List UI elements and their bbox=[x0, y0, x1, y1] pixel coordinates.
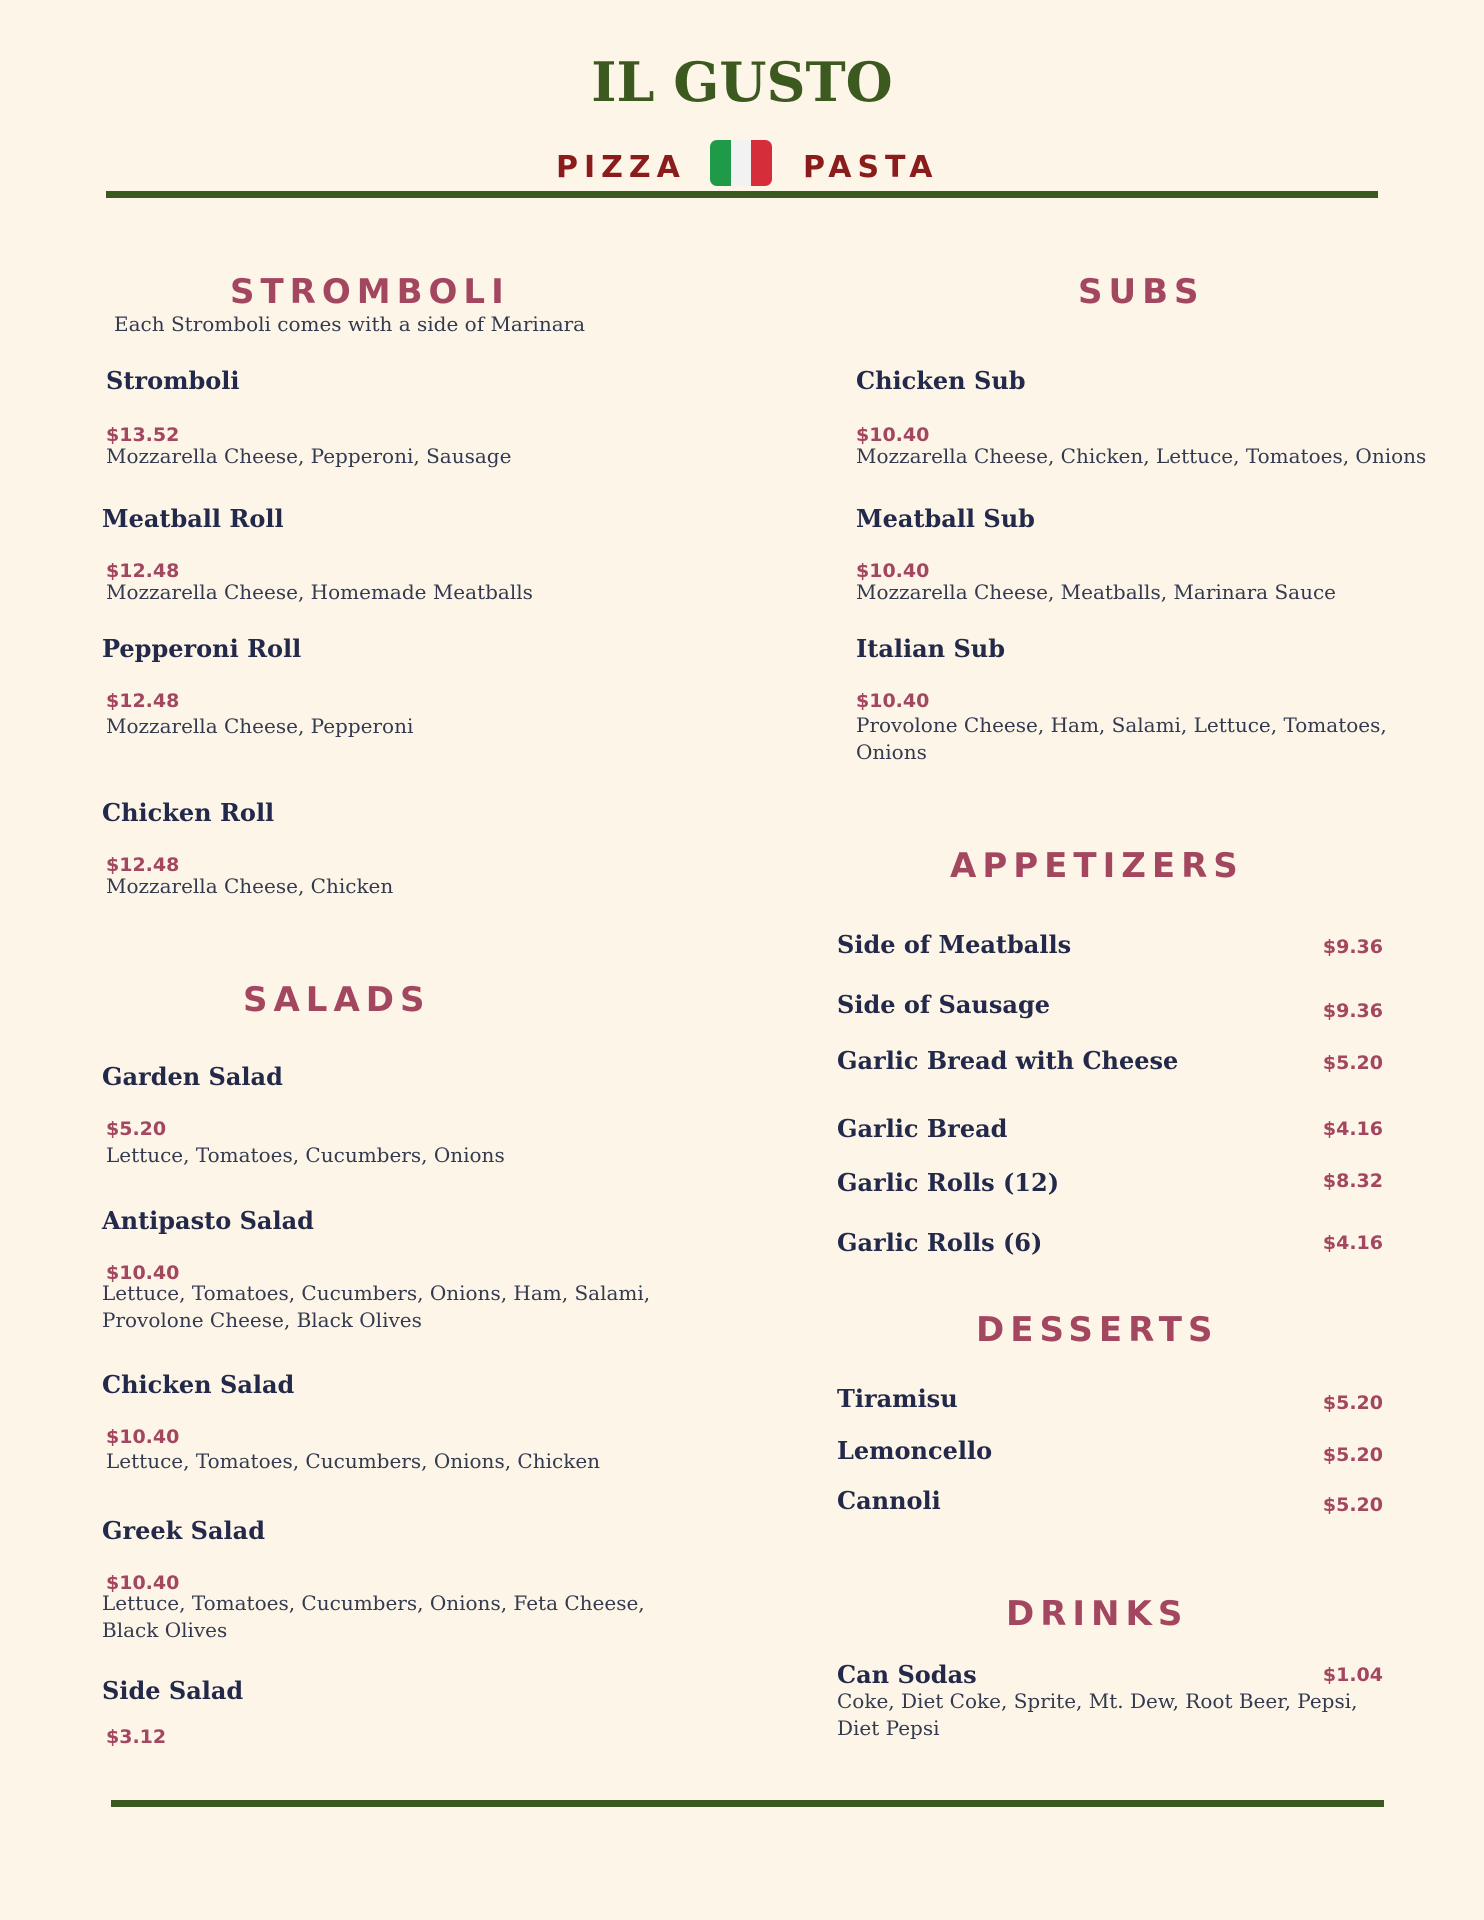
italian-flag-icon bbox=[710, 140, 772, 186]
item-price: $10.40 bbox=[106, 1262, 180, 1284]
item-description: Mozzarella Cheese, Pepperoni, Sausage bbox=[106, 444, 512, 468]
item-description: Lettuce, Tomatoes, Cucumbers, Onions bbox=[106, 1143, 505, 1167]
item-description: Lettuce, Tomatoes, Cucumbers, Onions, Chicken bbox=[106, 1449, 601, 1473]
item-price: $12.48 bbox=[106, 560, 180, 582]
section-title-subs: SUBS bbox=[1078, 272, 1205, 312]
item-name: Chicken Roll bbox=[102, 798, 275, 827]
item-name: Pepperoni Roll bbox=[102, 634, 302, 663]
item-price: $10.40 bbox=[856, 690, 930, 712]
item-description: Provolone Cheese, Ham, Salami, Lettuce, Tomatoes, Onions bbox=[856, 713, 1387, 764]
item-price: $4.16 bbox=[1322, 1232, 1383, 1254]
item-name: Side Salad bbox=[102, 1676, 244, 1705]
item-description: Lettuce, Tomatoes, Cucumbers, Onions, Feta Cheese, Black Olives bbox=[102, 1591, 645, 1642]
item-name: Meatball Sub bbox=[856, 504, 1035, 533]
item-price: $13.52 bbox=[106, 424, 180, 446]
item-price: $10.40 bbox=[856, 560, 930, 582]
item-name: Greek Salad bbox=[102, 1516, 265, 1545]
top-divider bbox=[106, 191, 1378, 198]
stromboli-note: Each Stromboli comes with a side of Marinara bbox=[114, 312, 586, 336]
restaurant-title: IL GUSTO bbox=[591, 50, 893, 114]
item-price: $10.40 bbox=[106, 1572, 180, 1594]
item-name: Garlic Bread with Cheese bbox=[837, 1046, 1179, 1075]
item-name: Lemoncello bbox=[837, 1436, 993, 1465]
item-name: Garlic Rolls (6) bbox=[837, 1228, 1043, 1257]
item-name: Side of Sausage bbox=[837, 990, 1050, 1019]
item-price: $9.36 bbox=[1322, 936, 1383, 958]
item-description: Mozzarella Cheese, Homemade Meatballs bbox=[106, 580, 533, 604]
item-price: $5.20 bbox=[1322, 1444, 1383, 1466]
section-title-drinks: DRINKS bbox=[1006, 1594, 1189, 1634]
item-name: Italian Sub bbox=[856, 634, 1006, 663]
item-name: Tiramisu bbox=[837, 1384, 958, 1413]
item-name: Cannoli bbox=[837, 1486, 941, 1515]
item-price: $12.48 bbox=[106, 690, 180, 712]
item-name: Meatball Roll bbox=[102, 504, 284, 533]
item-name: Garlic Bread bbox=[837, 1114, 1008, 1143]
item-price: $5.20 bbox=[1322, 1392, 1383, 1414]
item-description: Mozzarella Cheese, Chicken bbox=[106, 874, 394, 898]
item-name: Garlic Rolls (12) bbox=[837, 1168, 1060, 1197]
item-price: $10.40 bbox=[856, 424, 930, 446]
item-price: $1.04 bbox=[1322, 1664, 1383, 1686]
pizza-label: PIZZA bbox=[556, 150, 686, 185]
item-price: $3.12 bbox=[106, 1726, 167, 1748]
section-title-desserts: DESSERTS bbox=[976, 1310, 1219, 1350]
item-name: Can Sodas bbox=[837, 1660, 977, 1689]
item-name: Side of Meatballs bbox=[837, 930, 1072, 959]
item-description: Mozzarella Cheese, Chicken, Lettuce, Tomatoes, Onions bbox=[856, 444, 1427, 468]
item-price: $8.32 bbox=[1322, 1170, 1383, 1192]
item-price: $9.36 bbox=[1322, 1000, 1383, 1022]
item-description: Mozzarella Cheese, Meatballs, Marinara Sauce bbox=[856, 580, 1336, 604]
item-name: Chicken Sub bbox=[856, 366, 1026, 395]
item-price: $5.20 bbox=[106, 1118, 167, 1140]
item-price: $10.40 bbox=[106, 1426, 180, 1448]
item-price: $5.20 bbox=[1322, 1052, 1383, 1074]
item-name: Antipasto Salad bbox=[102, 1206, 314, 1235]
item-description: Lettuce, Tomatoes, Cucumbers, Onions, Ham, Salami, Provolone Cheese, Black Olives bbox=[102, 1281, 651, 1332]
item-price: $4.16 bbox=[1322, 1118, 1383, 1140]
section-title-appetizers: APPETIZERS bbox=[950, 846, 1244, 886]
item-name: Chicken Salad bbox=[102, 1370, 295, 1399]
pasta-label: PASTA bbox=[803, 150, 939, 185]
section-title-salads: SALADS bbox=[243, 980, 431, 1020]
item-description: Mozzarella Cheese, Pepperoni bbox=[106, 714, 414, 738]
item-price: $12.48 bbox=[106, 854, 180, 876]
item-description: Coke, Diet Coke, Sprite, Mt. Dew, Root Beer, Pepsi, Diet Pepsi bbox=[837, 1689, 1358, 1740]
item-name: Garden Salad bbox=[102, 1062, 283, 1091]
item-name: Stromboli bbox=[106, 366, 240, 395]
section-title-stromboli: STROMBOLI bbox=[230, 272, 510, 312]
bottom-divider bbox=[111, 1800, 1384, 1807]
item-price: $5.20 bbox=[1322, 1494, 1383, 1516]
